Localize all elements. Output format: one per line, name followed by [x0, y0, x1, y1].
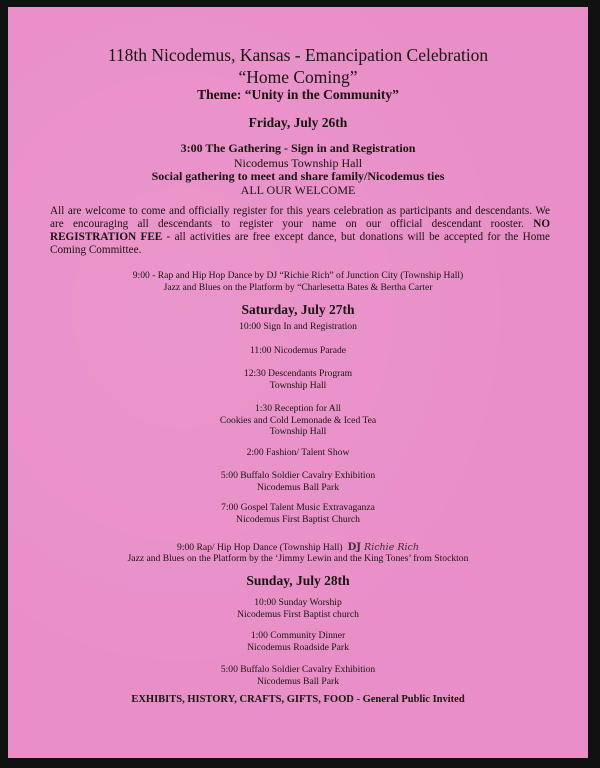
flyer-theme: Theme: “Unity in the Community” [197, 87, 399, 102]
sunday-event-line: 1:00 Community Dinner [250, 630, 346, 641]
flyer-page [8, 7, 588, 758]
friday-gathering: 3:00 The Gathering - Sign in and Registration [180, 141, 416, 155]
saturday-event-line: 1:30 Reception for All [254, 403, 342, 414]
flyer-subtitle: “Home Coming” [238, 67, 358, 87]
friday-heading: Friday, July 26th [248, 115, 348, 130]
saturday-dance: 9:00 Rap/ Hip Hop Dance (Township Hall) [177, 542, 343, 553]
saturday-event-line: 2:00 Fashion/ Talent Show [246, 447, 350, 458]
friday-location: Nicodemus Township Hall [233, 156, 363, 170]
sunday-event-line: Nicodemus Ball Park [256, 675, 340, 687]
handwritten-note: DJ Richie Rich [347, 542, 419, 553]
friday-jazz: Jazz and Blues on the Platform by “Charlesetta Bates & Bertha Carter [163, 282, 433, 293]
friday-welcome: ALL OUR WELCOME [240, 183, 356, 197]
sunday-event-line: Nicodemus First Baptist church [237, 608, 359, 620]
saturday-heading: Saturday, July 27th [241, 302, 355, 317]
paragraph-text-2: - all activities are free except dance, but donations will be accepted for the Home Coming Committee. [50, 231, 550, 256]
saturday-event-line: Township Hall [269, 426, 327, 437]
paragraph-text-1: All are welcome to come and officially register for this years celebration as participants and descendants. We are encouraging all descendants to register your name on our official descendant rooster. [50, 205, 550, 230]
friday-dance: 9:00 - Rap and Hip Hop Dance by DJ “Richie Rich” of Junction City (Township Hall) [132, 270, 464, 281]
sunday-event-line: 5:00 Buffalo Soldier Cavalry Exhibition [220, 664, 376, 675]
registration-paragraph [50, 205, 550, 257]
friday-social: Social gathering to meet and share family/Nicodemus ties [151, 169, 445, 183]
flyer-footer: EXHIBITS, HISTORY, CRAFTS, GIFTS, FOOD - General Public Invited [131, 694, 465, 705]
saturday-event-line: Cookies and Cold Lemonade & Iced Tea [219, 414, 377, 426]
saturday-event-line: Township Hall [269, 379, 327, 391]
sunday-heading: Sunday, July 28th [246, 573, 350, 588]
flyer-title: 118th Nicodemus, Kansas - Emancipation Celebration [107, 45, 489, 65]
sunday-event-line: Nicodemus Roadside Park [247, 641, 349, 653]
saturday-event-line: 5:00 Buffalo Soldier Cavalry Exhibition [220, 470, 376, 481]
saturday-event-line: Nicodemus Ball Park [256, 481, 340, 493]
saturday-event-line: 12:30 Descendants Program [243, 368, 353, 379]
saturday-event-line: 7:00 Gospel Talent Music Extravaganza [221, 502, 375, 513]
saturday-event-line: 10:00 Sign In and Registration [239, 321, 357, 332]
saturday-jazz: Jazz and Blues on the Platform by the ‘Jimmy Lewin and the King Tones’ from Stockton [127, 553, 469, 564]
sunday-event-line: 10:00 Sunday Worship [254, 597, 342, 608]
saturday-event-line: 11:00 Nicodemus Parade [249, 345, 347, 356]
saturday-event-line: Nicodemus First Baptist Church [236, 513, 360, 525]
no-fee-text: NO REGISTRATION FEE [50, 218, 551, 243]
